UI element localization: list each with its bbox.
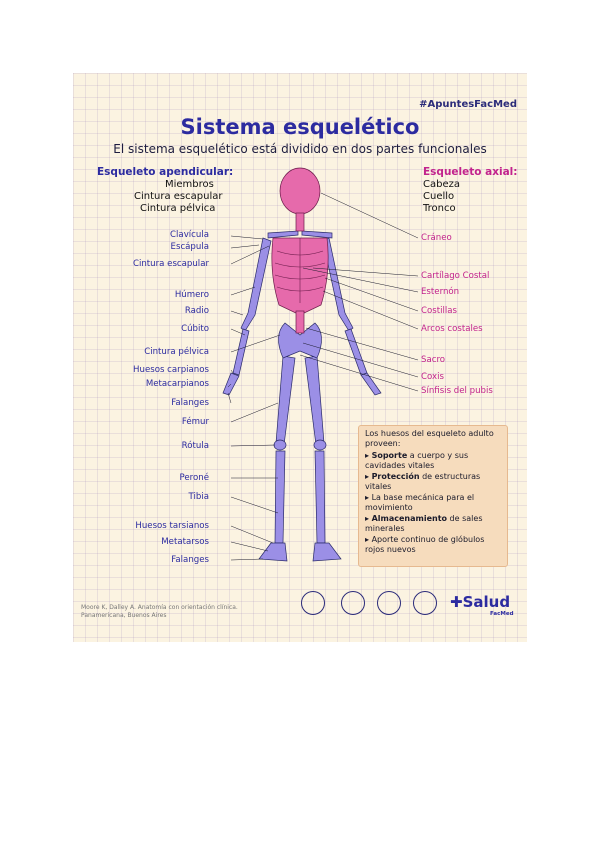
left-forearm-bone — [233, 329, 249, 375]
pointer-line — [231, 311, 243, 315]
label-craneo: Cráneo — [421, 233, 452, 243]
pointer-line — [231, 542, 268, 551]
info-intro: Los huesos del esqueleto adulto proveen: — [365, 429, 494, 448]
label-metatarsos: Metatarsos — [161, 537, 209, 547]
label-huesos-carpianos: Huesos carpianos — [133, 365, 209, 375]
pointer-line — [231, 497, 278, 513]
pointer-line — [231, 370, 233, 373]
pointer-line — [231, 403, 278, 422]
left-foot-bone — [259, 543, 287, 561]
pointer-line — [306, 328, 418, 360]
info-box — [358, 425, 508, 567]
label-falanges-mano: Falanges — [171, 398, 209, 408]
label-falanges-pie: Falanges — [171, 555, 209, 565]
salud-logo: ✚Salud — [450, 593, 511, 611]
right-clavicle-bone — [302, 231, 332, 238]
info-item: ▸ Protección de estructuras vitales — [365, 472, 501, 492]
label-cintura-escapular: Cintura escapular — [132, 259, 209, 269]
citation: Moore K, Dalley A. Anatomía con orientación clínica. Panamericana, Buenos Aires — [81, 604, 238, 619]
skull-bone — [280, 168, 320, 214]
info-item: ▸ La base mecánica para el movimiento — [365, 493, 501, 513]
pointer-line — [231, 335, 280, 352]
axial-item: Cuello — [423, 191, 455, 202]
pointer-line — [231, 445, 275, 446]
right-patella-bone — [314, 440, 326, 450]
left-tibia-bone — [275, 451, 285, 543]
label-femur: Fémur — [181, 417, 209, 427]
right-foot-bone — [313, 543, 341, 561]
apendicular-heading: Esqueleto apendicular: — [97, 166, 234, 178]
label-sinfisis-pubis: Sínfisis del pubis — [421, 386, 493, 396]
label-cubito: Cúbito — [181, 324, 209, 334]
axial-item: Cabeza — [423, 179, 460, 190]
apendicular-item: Cintura escapular — [134, 191, 223, 202]
escudo-logo-icon — [377, 591, 401, 615]
info-item: ▸ Almacenamiento de sales minerales — [365, 514, 501, 534]
page-title: Sistema esquelético — [180, 115, 420, 139]
right-femur-bone — [305, 356, 324, 445]
pointer-line — [231, 245, 259, 248]
label-arcos-costales: Arcos costales — [421, 324, 483, 334]
unam-logo-icon — [301, 591, 325, 615]
axial-heading: Esqueleto axial: — [423, 166, 518, 178]
label-clavicula: Clavícula — [170, 230, 209, 240]
label-huesos-tarsianos: Huesos tarsianos — [135, 521, 209, 531]
label-humero: Húmero — [174, 290, 209, 300]
subtitle: El sistema esquelético está dividido en dos partes funcionales — [113, 142, 487, 156]
pointer-line — [231, 287, 255, 295]
facmed-logo-icon — [341, 591, 365, 615]
left-patella-bone — [274, 440, 286, 450]
label-cartilago-costal: Cartílago Costal — [421, 271, 490, 281]
info-item: ▸ Soporte a cuerpo y sus cavidades vitales — [365, 451, 501, 471]
hashtag: #ApuntesFacMed — [419, 99, 517, 110]
label-radio: Radio — [184, 306, 209, 316]
label-cintura-pelvica: Cintura pélvica — [144, 347, 209, 357]
lumbar-spine-bone — [296, 311, 304, 333]
right-hand-bone — [361, 373, 381, 395]
pointer-line — [231, 236, 263, 239]
label-tibia: Tibia — [188, 492, 209, 502]
info-item: ▸ Aporte continuo de glóbulos rojos nuevos — [365, 535, 501, 555]
label-sacro: Sacro — [421, 355, 446, 365]
apendicular-item: Cintura pélvica — [140, 203, 216, 214]
secretaria-logo-icon — [413, 591, 437, 615]
label-esternon: Esternón — [421, 287, 460, 297]
pointer-line — [231, 526, 273, 543]
label-perone: Peroné — [179, 473, 209, 483]
pointer-line — [313, 268, 418, 276]
left-clavicle-bone — [268, 231, 298, 238]
apendicular-item: Miembros — [165, 179, 214, 190]
salud-logo-sub: FacMed — [490, 611, 514, 617]
label-escapula: Escápula — [170, 242, 209, 252]
pointer-line — [323, 291, 418, 329]
label-rotula: Rótula — [181, 441, 209, 451]
cervical-spine-bone — [296, 213, 304, 231]
pointer-line — [321, 193, 418, 238]
poster — [73, 73, 527, 642]
pointer-line — [231, 559, 263, 560]
label-metacarpianos: Metacarpianos — [145, 379, 209, 389]
left-femur-bone — [276, 356, 295, 445]
label-coxis: Coxis — [421, 372, 444, 382]
label-costillas: Costillas — [421, 306, 458, 316]
right-tibia-bone — [315, 451, 325, 543]
right-forearm-bone — [345, 329, 367, 375]
axial-item: Tronco — [423, 203, 456, 214]
